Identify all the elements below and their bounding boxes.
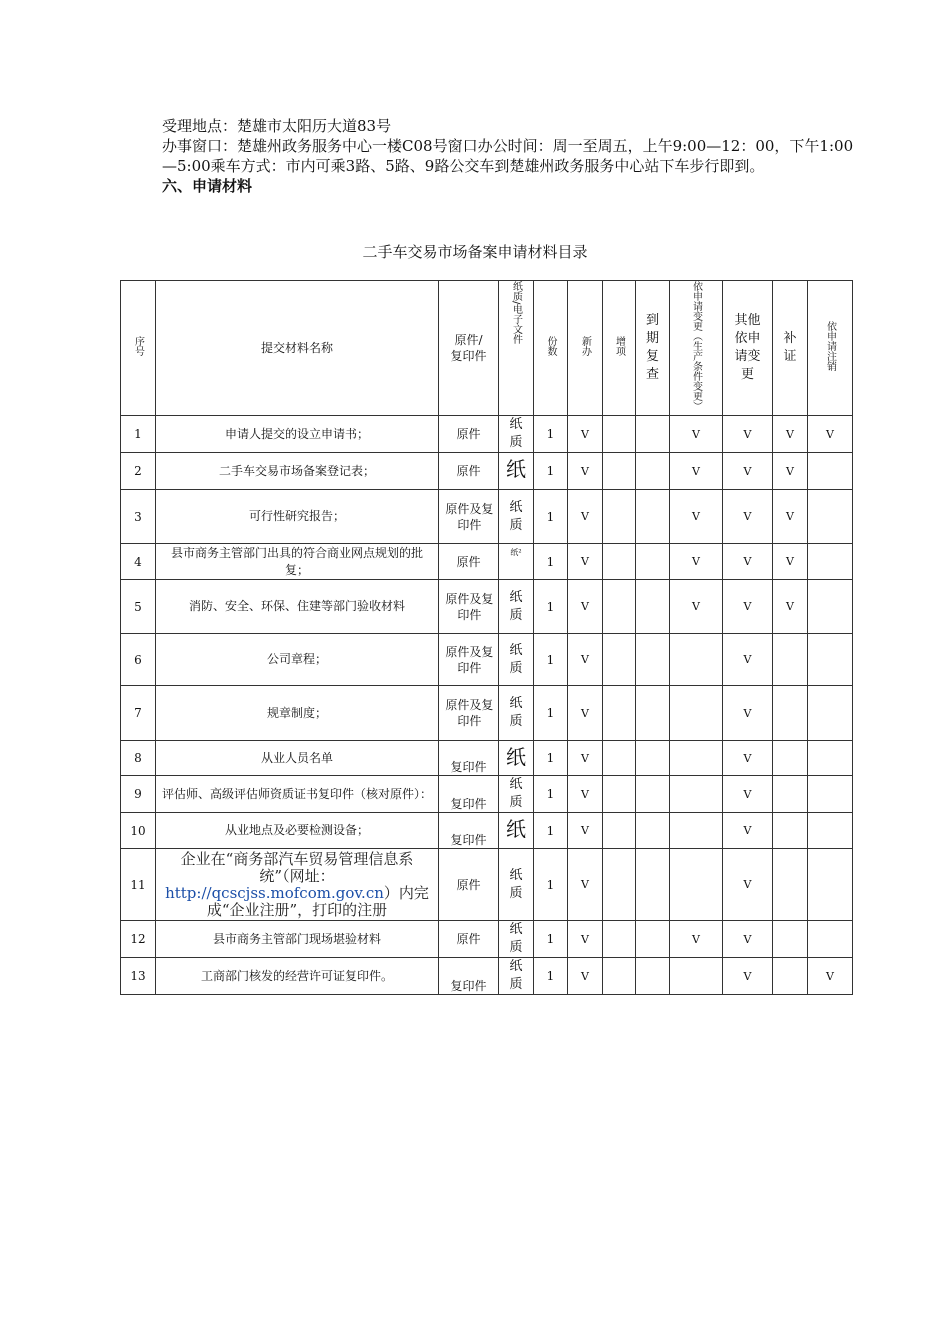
header-change-production: 依申请变更（生产条件变更）: [670, 281, 723, 416]
table-row: 3 可行性研究报告； 原件及复印件 纸质 1 V V V V: [121, 490, 853, 544]
table-row: 7 规章制度； 原件及复印件 纸质 1 V V: [121, 686, 853, 741]
intro-block: [162, 116, 862, 196]
header-add: 增项: [603, 281, 636, 416]
header-row: [121, 281, 853, 416]
section-heading: 六、申请材料: [162, 177, 253, 195]
header-name: 提交材料名称: [156, 281, 439, 416]
registration-url: http://qcscjss.mofcom.gov.cn: [165, 883, 384, 902]
table-row: 1 申请人提交的设立申请书； 原件 纸质 1 V V V V V: [121, 416, 853, 453]
header-medium: 纸质/电子文件: [499, 281, 534, 416]
header-original: 原件/复印件: [439, 281, 499, 416]
office-hours-line: 办事窗口：楚雄州政务服务中心一楼C08号窗口办公时间：周一至周五，上午9:00—12：00，下午1:00—5:00乘车方式：市内可乘3路、5路、9路公交车到楚雄州政务服务中心站下车步行即到。: [162, 137, 854, 175]
table-row: 4 县市商务主管部门出具的符合商业网点规划的批复； 原件 纸² 1 V V V V: [121, 544, 853, 580]
table-row: 9 评估师、高级评估师资质证书复印件（核对原件）： 复印件 纸质 1 V V: [121, 776, 853, 813]
header-reissue: 补证: [773, 281, 808, 416]
table-title: 二手车交易市场备案申请材料目录: [362, 243, 588, 261]
header-copies: 份数: [534, 281, 568, 416]
header-review: 到期复查: [636, 281, 670, 416]
header-cancel: 依申请注销: [808, 281, 853, 416]
table-row: 6 公司章程； 原件及复印件 纸质 1 V V: [121, 634, 853, 686]
table-row: 12 县市商务主管部门现场堪验材料 原件 纸质 1 V V V: [121, 921, 853, 958]
table-row: 11 企业在“商务部汽车贸易管理信息系统”（网址： http://qcscjss.mofcom.gov.cn）内完成“企业注册”，打印的注册 原件 纸质 1 V V: [121, 849, 853, 921]
header-index: 序号: [121, 281, 156, 416]
table-row: 2 二手车交易市场备案登记表； 原件 纸 1 V V V V: [121, 453, 853, 490]
materials-table: [120, 280, 853, 995]
table-row: 13 工商部门核发的经营许可证复印件。 复印件 纸质 1 V V V: [121, 958, 853, 995]
header-change-other: 其他依申请变更: [723, 281, 773, 416]
table-row: 10 从业地点及必要检测设备； 复印件 纸 1 V V: [121, 813, 853, 849]
location-line: 受理地点：楚雄市太阳历大道83号: [162, 117, 392, 135]
table-row: 5 消防、安全、环保、住建等部门验收材料 原件及复印件 纸质 1 V V V V: [121, 580, 853, 634]
header-new: 新办: [568, 281, 603, 416]
table-row: 8 从业人员名单 复印件 纸 1 V V: [121, 741, 853, 776]
